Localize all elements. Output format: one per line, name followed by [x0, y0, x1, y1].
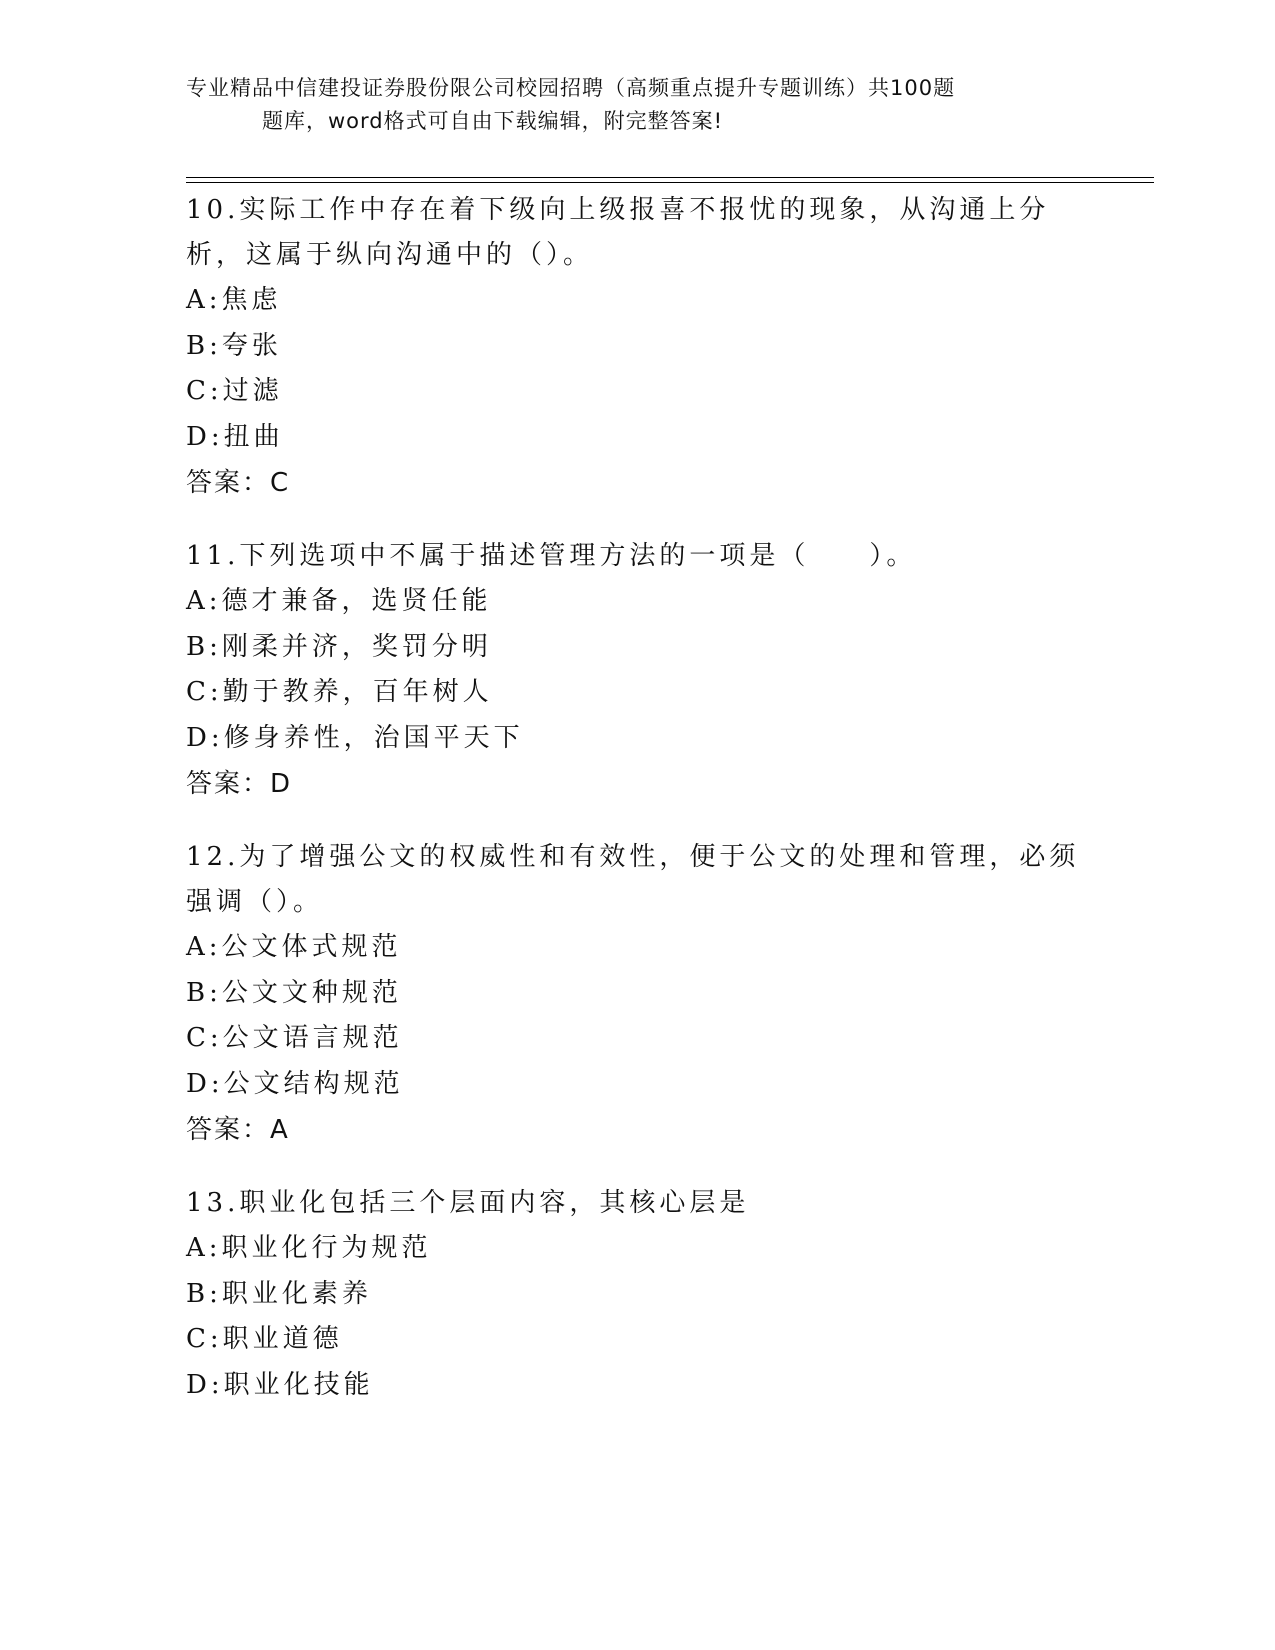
question-text: 10.实际工作中存在着下级向上级报喜不报忧的现象，从沟通上分析，这属于纵向沟通中的（）。 — [186, 195, 1050, 270]
option-b: B:公文文种规范 — [186, 977, 402, 1008]
question-12 — [186, 835, 1086, 1153]
question-10 — [186, 188, 1086, 506]
question-list — [186, 188, 1086, 1436]
answer: 答案：C — [186, 468, 291, 498]
option-d: D:公文结构规范 — [186, 1068, 404, 1099]
option-d: D:职业化技能 — [186, 1369, 374, 1400]
option-c: C:过滤 — [186, 376, 283, 406]
option-d: D:扭曲 — [186, 421, 284, 452]
option-b: B:职业化素养 — [186, 1278, 372, 1309]
option-c: C:职业道德 — [186, 1324, 343, 1354]
question-text: 13.职业化包括三个层面内容，其核心层是 — [186, 1188, 750, 1218]
page-header — [186, 72, 1066, 138]
header-line-1: 专业精品中信建投证券股份限公司校园招聘（高频重点提升专题训练）共100题 — [186, 76, 956, 100]
question-11 — [186, 534, 1086, 807]
question-13 — [186, 1181, 1086, 1408]
option-a: A:焦虑 — [186, 285, 282, 315]
option-a: A:公文体式规范 — [186, 932, 402, 962]
option-b: B:夸张 — [186, 330, 282, 361]
header-divider-bottom — [186, 182, 1154, 183]
option-d: D:修身养性，治国平天下 — [186, 722, 524, 753]
option-c: C:公文语言规范 — [186, 1023, 403, 1053]
question-text: 11.下列选项中不属于描述管理方法的一项是（ ）。 — [186, 541, 917, 571]
header-line-2: 题库，word格式可自由下载编辑，附完整答案! — [262, 109, 724, 133]
option-a: A:职业化行为规范 — [186, 1233, 432, 1263]
option-a: A:德才兼备，选贤任能 — [186, 586, 492, 616]
question-text: 12.为了增强公文的权威性和有效性，便于公文的处理和管理，必须强调（）。 — [186, 842, 1080, 917]
answer: 答案：D — [186, 769, 293, 799]
option-b: B:刚柔并济，奖罚分明 — [186, 631, 492, 662]
answer: 答案：A — [186, 1115, 290, 1145]
option-c: C:勤于教养，百年树人 — [186, 677, 493, 707]
header-divider-top — [186, 177, 1154, 178]
